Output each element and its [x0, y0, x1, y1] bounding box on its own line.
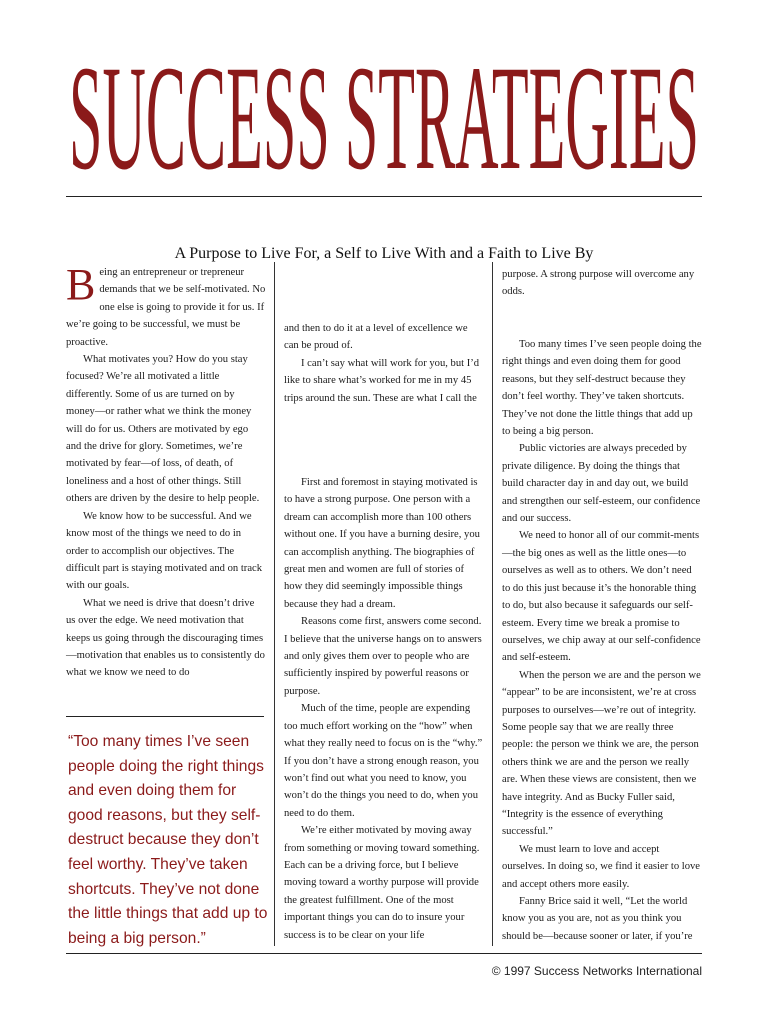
- paragraph: Fanny Brice said it well, “Let the world know you as you are, not as you think you should be—because sooner or later, if you’re: [502, 896, 693, 942]
- paragraph: Much of the time, people are expending too much effort working on the “how” when what they really need to focus on is the “why.” If you don’t have a strong enough reason, you won’t find out what you need to know, you won’t do the things you need to do, when you need to do them.: [284, 703, 483, 819]
- paragraph: We’re either motivated by moving away from something or moving toward something. Each can be a driving force, but I believe moving toward a worthy purpose will provide the greatest fulfillment. One of the most important things you can do to insure your success is to be clear on your life: [284, 825, 480, 941]
- paragraph: We need to honor all of our commit-ments—the big ones as well as the little ones—to ourselves as well as to others. We don’t need to do this just because it’s the honorable thing to do, but also because it safeguards our self-esteem. Every time we break a promise to ourselves, we chip away at our self-confidence and self-esteem.: [502, 530, 701, 664]
- title-rule-bottom: [66, 196, 702, 197]
- column-2-top: [284, 320, 484, 407]
- title-text: SUCCESS STRATEGIES: [69, 40, 699, 200]
- paragraph: and then to do it at a level of excellence we can be proud of.: [284, 323, 468, 352]
- column-divider-1: [274, 262, 275, 946]
- pull-quote-rule: [66, 716, 264, 717]
- paragraph: We must learn to love and accept ourselves. In doing so, we find it easier to love and accept others more easily.: [502, 843, 701, 890]
- paragraph: Too many times I’ve seen people doing the right things and even doing them for good reasons, but they self-destruct because they don’t feel worthy. They’ve taken shortcuts. They’ve not done the little things that add up to being a big person.: [502, 339, 702, 438]
- copyright-footer: © 1997 Success Networks International: [491, 964, 702, 978]
- paragraph: I can’t say what will work for you, but I’d like to share what’s worked for me in my 45 trips around the sun. These are what I call the: [284, 357, 480, 404]
- paragraph: Public victories are always preceded by private diligence. By doing the things that build character day in and day out, we build and strengthen our self-esteem, our confidence and our success.: [502, 443, 701, 525]
- paragraph: We know how to be successful. And we know most of the things we need to do in order to accomplish our objectives. The difficult part is staying motivated and on track with our goals.: [66, 510, 263, 592]
- column-3-top: [502, 266, 702, 301]
- paragraph: Reasons come first, answers come second. I believe that the universe hangs on to answers and only gives them over to people who are sufficiently inspired by powerful reasons or purpose.: [284, 616, 482, 697]
- paragraph: When the person we are and the person we “appear” to be are inconsistent, we’re at cross purposes to ourselves—we’re out of integrity. Some people say that we are really three people: the person we think we are, the person others think we are and the person we really are. When these views are consistent, then we have integrity. And as Bucky Fuller said, “Integrity is the essence of everything successful.”: [502, 669, 701, 838]
- paragraph: What motivates you? How do you stay focused? We’re all motivated a little differently. Some of us are turned on by money—or rather what we think the money will do for us. Others are motivated by ego and the drive for glory. Sometimes, we’re motivated by fear—of loss, of death, of loneliness and a host of other things. Still others are driven by the desire to help people.: [66, 354, 260, 505]
- drop-cap: B: [66, 260, 96, 309]
- paragraph: First and foremost in staying motivated is to have a strong purpose. One person with a dream can accomplish more than 100 others without one. If you have a burning desire, you can accomplish anything. The biographies of great men and women are full of stories of how they did seemingly impossible things because they had a dream.: [284, 477, 480, 610]
- article-subtitle: A Purpose to Live For, a Self to Live With and a Faith to Live By: [174, 245, 594, 262]
- paragraph: Being an entrepreneur or trepreneur demands that we be self-motivated. No one else is going to provide it for us. If we’re going to be successful, we must be proactive.: [66, 260, 266, 348]
- column-1: [66, 260, 266, 682]
- column-divider-2: [492, 262, 493, 946]
- footer-rule: [66, 953, 702, 954]
- column-3-bottom: [502, 336, 702, 945]
- paragraph: purpose. A strong purpose will overcome any odds.: [502, 269, 695, 298]
- paragraph: What we need is drive that doesn’t drive us over the edge. We need motivation that keeps us going through the discouraging times—motivation that enables us to consistently do what we know we need to do: [66, 597, 265, 679]
- pull-quote: “Too many times I’ve seen people doing the right things and even doing them for good reasons, but they self-destruct because they don’t feel worthy. They’ve taken shortcuts. They’ve not done the little things that add up to being a big person.”: [68, 733, 268, 947]
- masthead-title: [66, 40, 702, 200]
- column-2-bottom: [284, 474, 484, 944]
